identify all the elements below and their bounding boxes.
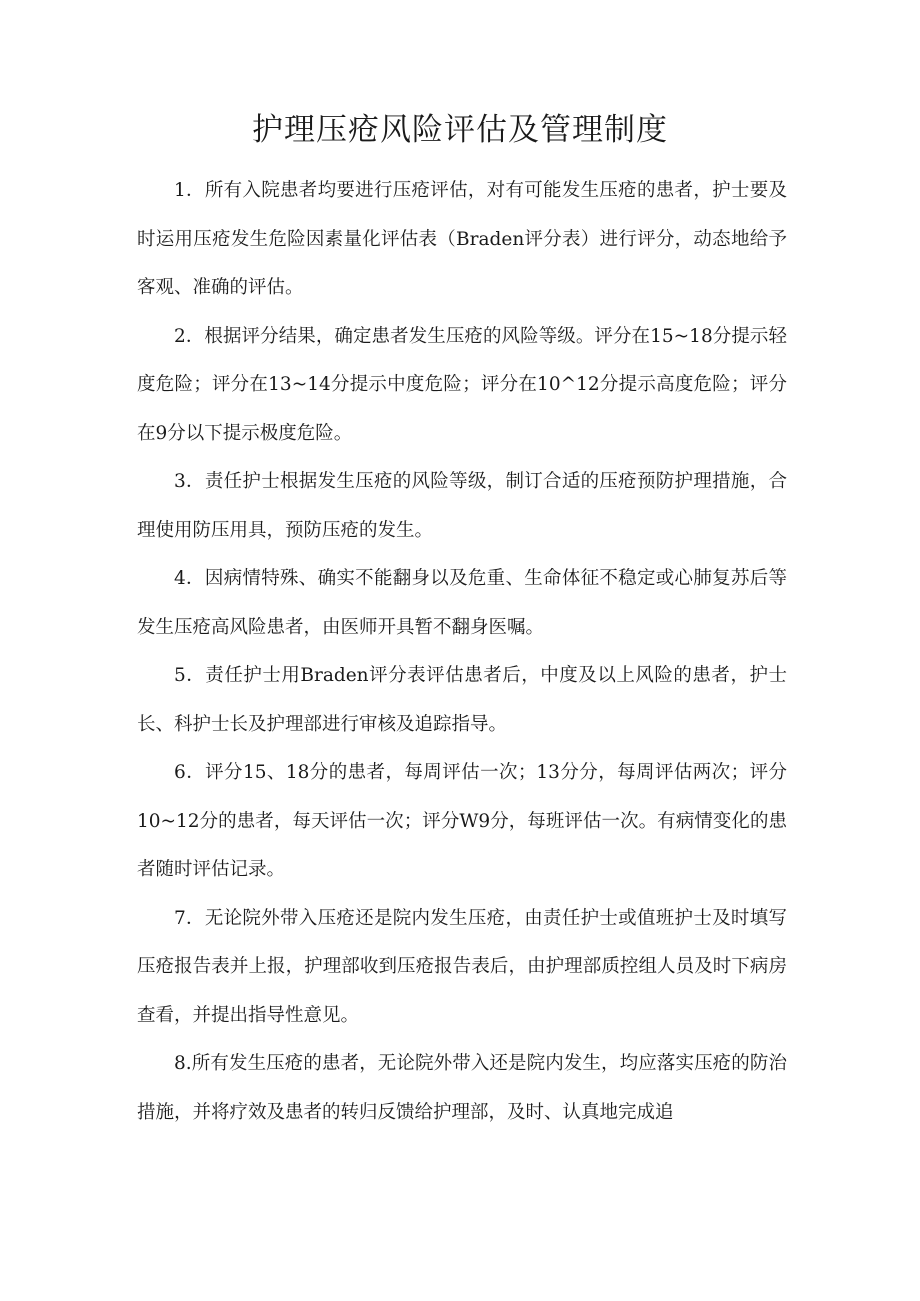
paragraph-1: 1．所有入院患者均要进行压疮评估，对有可能发生压疮的患者，护士要及时运用压疮发生危险因素量化评估表（Braden评分表）进行评分，动态地给予客观、准确的评估。 — [137, 180, 787, 298]
paragraph-7: 7．无论院外带入压疮还是院内发生压疮，由责任护士或值班护士及时填写压疮报告表并上报，护理部收到压疮报告表后，由护理部质控组人员及时下病房查看，并提出指导性意见。 — [137, 907, 787, 1026]
document-body — [137, 167, 787, 1137]
document-title: 护理压疮风险评估及管理制度 — [252, 112, 668, 148]
paragraph-3: 3．责任护士根据发生压疮的风险等级，制订合适的压疮预防护理措施，合理使用防压用具，预防压疮的发生。 — [137, 471, 787, 541]
paragraph-4: 4．因病情特殊、确实不能翻身以及危重、生命体征不稳定或心肺复苏后等发生压疮高风险患者，由医师开具暂不翻身医嘱。 — [137, 568, 787, 638]
paragraph-6: 6．评分15、18分的患者，每周评估一次；13分分，每周评估两次；评分10~12分的患者，每天评估一次；评分W9分，每班评估一次。有病情变化的患者随时评估记录。 — [137, 762, 787, 880]
paragraph-2: 2．根据评分结果，确定患者发生压疮的风险等级。评分在15~18分提示轻度危险；评分在13~14分提示中度危险；评分在10^12分提示高度危险；评分在9分以下提示极度危险。 — [137, 325, 787, 444]
paragraph-8: 8.所有发生压疮的患者，无论院外带入还是院内发生，均应落实压疮的防治措施，并将疗效及患者的转归反馈给护理部，及时、认真地完成追 — [137, 1053, 787, 1123]
paragraph-5: 5．责任护士用Braden评分表评估患者后，中度及以上风险的患者，护士长、科护士长及护理部进行审核及追踪指导。 — [137, 665, 787, 735]
